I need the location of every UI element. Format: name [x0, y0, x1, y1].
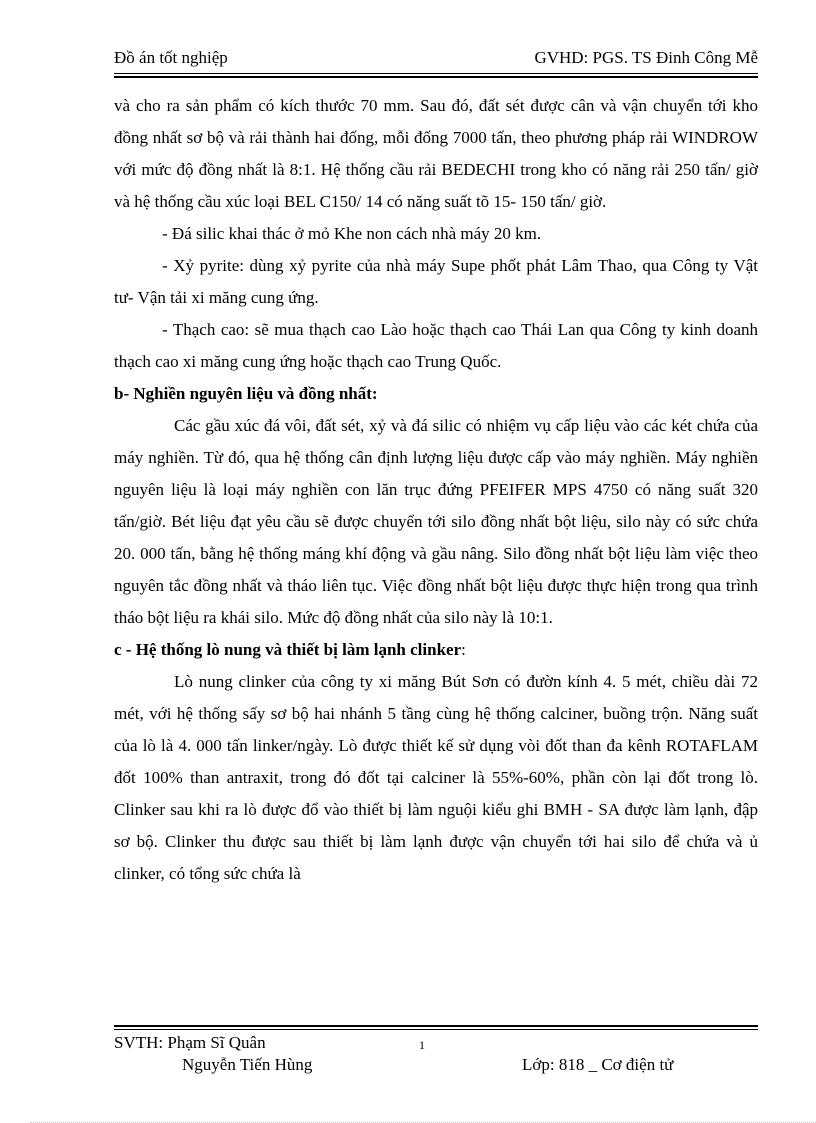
section-heading-c-text: c - Hệ thống lò nung và thiết bị làm lạnh clinker	[114, 640, 462, 659]
page-header	[114, 48, 758, 72]
paragraph-kiln: Lò nung clinker của công ty xi măng Bút Sơn có đườn kính 4. 5 mét, chiều dài 72 mét, với hệ thống sấy sơ bộ hai nhánh 5 tầng cùng hệ thống calciner, buồng trộn. Năng suất của lò là 4. 000 tấn linker/ngày. Lò được thiết kế sử dụng vòi đốt than đa kênh ROTAFLAM đốt 100% than antraxit, trong đó đốt tại calciner là 55%-60%, phần còn lại đốt trong lò. Clinker sau khi ra lò được đổ vào thiết bị làm nguội kiểu ghi BMH - SA được làm lạnh, đập sơ bộ. Clinker thu được sau thiết bị làm lạnh được vận chuyển tới hai silo để chứa và ủ clinker, có tổng sức chứa là	[114, 672, 758, 883]
student-name-2: Nguyễn Tiến Hùng	[182, 1055, 313, 1074]
student-name-1: SVTH: Phạm Sĩ Quân	[114, 1033, 266, 1052]
paragraph-pyrite: - Xỷ pyrite: dùng xỷ pyrite của nhà máy Supe phốt phát Lâm Thao, qua Công ty Vật tư- Vận tải xi măng cung ứng.	[114, 256, 758, 307]
page-number: 1	[419, 1038, 425, 1052]
supervisor-label: GVHD: PGS. TS Đinh Công Mễ	[534, 48, 758, 67]
paragraph-clay-transport: và cho ra sản phẩm có kích thước 70 mm. Sau đó, đất sét được cân và vận chuyển tới kho đồng nhất sơ bộ và rải thành hai đống, mỗi đống 7000 tấn, theo phương pháp rải WINDROW với mức độ đồng nhất là 8:1. Hệ thống cầu rải BEDECHI trong kho có năng rải 250 tấn/ giờ và hệ thống cầu xúc loại BEL C150/ 14 có năng suất tõ 15- 150 tấn/ giờ.	[114, 96, 758, 211]
section-heading-b: b- Nghiền nguyên liệu và đồng nhất:	[114, 384, 378, 403]
footer-rule-thin	[114, 1029, 758, 1030]
header-rule-thick	[114, 76, 758, 78]
document-title: Đồ án tốt nghiệp	[114, 48, 228, 67]
class-label: Lớp: 818 _ Cơ điện tử	[522, 1055, 674, 1074]
paragraph-gypsum: - Thạch cao: sẽ mua thạch cao Lào hoặc thạch cao Thái Lan qua Công ty kinh doanh thạch cao xi măng cung ứng hoặc thạch cao Trung Quốc.	[114, 320, 758, 371]
body-text	[114, 90, 758, 890]
section-heading-c	[114, 634, 758, 666]
paragraph-silica: - Đá silic khai thác ở mỏ Khe non cách nhà máy 20 km.	[162, 224, 542, 243]
header-rule-thin	[114, 73, 758, 74]
section-heading-c-colon: :	[461, 640, 466, 659]
footer-rule-thick	[114, 1025, 758, 1027]
paragraph-grinding: Các gầu xúc đá vôi, đất sét, xỷ và đá silic có nhiệm vụ cấp liệu vào các két chứa của máy nghiền. Từ đó, qua hệ thống cân định lượng liệu được cấp vào máy nghiền. Máy nghiền nguyên liệu là loại máy nghiền con lăn trục đứng PFEIFER MPS 4750 có năng suất 320 tấn/giờ. Bét liệu đạt yêu cầu sẽ được chuyển tới silo đồng nhất bột liệu, silo này có sức chứa 20. 000 tấn, bằng hệ thống máng khí động và gầu nâng. Silo đồng nhất bột liệu làm việc theo nguyên tắc đồng nhất và tháo liên tục. Việc đồng nhất bột liệu được thực hiện trong qua trình tháo bột liệu ra khái silo. Mức độ đồng nhất của silo này là 10:1.	[114, 416, 758, 627]
